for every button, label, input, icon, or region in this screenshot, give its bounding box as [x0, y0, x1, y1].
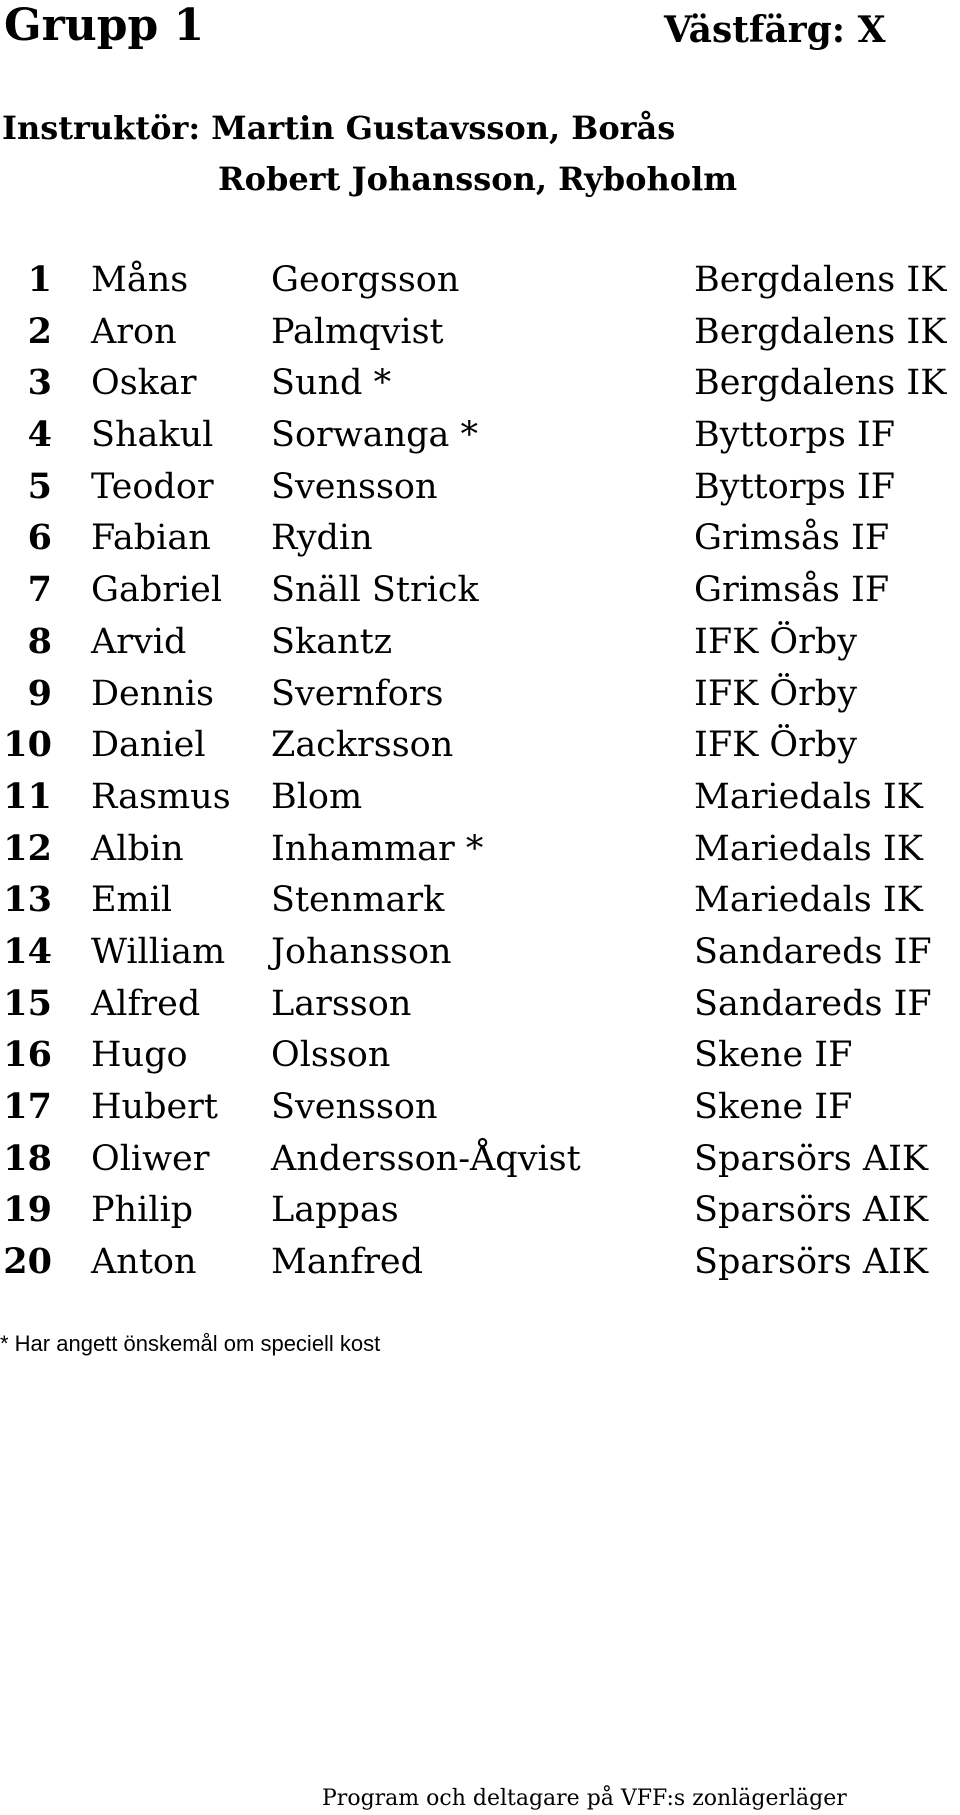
list-item: [0, 568, 960, 620]
participant-club: Byttorps IF: [694, 415, 896, 456]
participant-number: 4: [27, 414, 52, 456]
participant-number: 15: [3, 982, 52, 1024]
participant-club: Mariedals IK: [694, 828, 923, 869]
participant-last-name: Rydin: [271, 518, 373, 559]
participant-last-name: Larsson: [271, 983, 412, 1024]
participant-last-name: Snäll Strick: [271, 570, 479, 611]
participant-first-name: Teodor: [91, 466, 214, 507]
participant-last-name: Svernfors: [271, 673, 444, 714]
participant-number: 14: [3, 930, 52, 972]
participant-club: Skene IF: [694, 1035, 853, 1076]
participant-first-name: Oliwer: [91, 1138, 210, 1179]
participant-first-name: William: [91, 931, 226, 972]
instructor-line-2: Robert Johansson, Ryboholm: [218, 160, 738, 198]
participant-first-name: Albin: [91, 828, 184, 869]
participant-club: IFK Örby: [694, 621, 857, 662]
participant-club: Bergdalens IK: [694, 260, 947, 300]
participant-club: Sparsörs AIK: [694, 1138, 929, 1179]
participant-club: Sandareds IF: [694, 983, 932, 1024]
group-title: Grupp 1: [4, 0, 205, 51]
participant-number: 7: [27, 569, 52, 611]
list-item: [0, 1240, 960, 1292]
participant-number: 3: [27, 362, 52, 404]
participant-first-name: Aron: [91, 311, 177, 352]
participant-club: Sparsörs AIK: [694, 1242, 929, 1283]
participant-club: Sparsörs AIK: [694, 1190, 929, 1231]
participant-last-name: Palmqvist: [271, 311, 444, 352]
list-item: [0, 413, 960, 465]
participant-first-name: Shakul: [91, 415, 214, 456]
list-item: [0, 723, 960, 775]
participant-first-name: Hugo: [91, 1035, 188, 1076]
participant-number: 6: [27, 517, 52, 559]
participant-club: Bergdalens IK: [694, 311, 947, 352]
participant-number: 16: [3, 1034, 52, 1076]
list-item: [0, 775, 960, 827]
participant-number: 18: [3, 1137, 52, 1179]
participant-number: 11: [3, 775, 52, 817]
participant-first-name: Måns: [91, 260, 189, 300]
participant-last-name: Svensson: [271, 466, 438, 507]
list-item: [0, 878, 960, 930]
list-item: [0, 310, 960, 362]
participant-last-name: Georgsson: [271, 260, 460, 300]
participant-first-name: Daniel: [91, 725, 206, 766]
participant-last-name: Sorwanga *: [271, 415, 479, 456]
list-item: [0, 827, 960, 879]
participant-number: 2: [27, 310, 52, 352]
participant-number: 9: [27, 672, 52, 714]
list-item: [0, 516, 960, 568]
participant-first-name: Arvid: [91, 621, 187, 662]
participant-number: 8: [27, 620, 52, 662]
list-item: [0, 1188, 960, 1240]
participant-number: 5: [27, 465, 52, 507]
page-footer: Program och deltagare på VFF:s zonlägerläger: [322, 1786, 847, 1811]
participant-last-name: Svensson: [271, 1087, 438, 1127]
participant-last-name: Blom: [271, 776, 363, 817]
participant-number: 1: [27, 259, 52, 300]
list-item: [0, 930, 960, 982]
participant-number: 19: [3, 1189, 52, 1231]
diet-footnote: * Har angett önskemål om speciell kost: [0, 1331, 381, 1356]
participant-first-name: Gabriel: [91, 570, 223, 611]
participant-club: Bergdalens IK: [694, 363, 947, 404]
list-item: [0, 465, 960, 517]
list-item: [0, 258, 960, 310]
participant-club: Skene IF: [694, 1087, 853, 1127]
list-item: [0, 620, 960, 672]
participant-club: Mariedals IK: [694, 776, 923, 817]
participant-list: [0, 258, 960, 1292]
participant-first-name: Dennis: [91, 673, 215, 714]
list-item: [0, 1033, 960, 1085]
participant-last-name: Johansson: [271, 931, 452, 972]
participant-club: Grimsås IF: [694, 570, 890, 611]
list-item: [0, 982, 960, 1034]
participant-last-name: Andersson-Åqvist: [271, 1138, 581, 1179]
participant-number: 12: [3, 827, 52, 869]
participant-last-name: Olsson: [271, 1035, 391, 1076]
participant-club: IFK Örby: [694, 673, 857, 714]
list-item: [0, 1137, 960, 1189]
participant-last-name: Skantz: [271, 621, 393, 662]
participant-number: 10: [3, 724, 52, 766]
participant-number: 17: [3, 1086, 52, 1127]
participant-last-name: Zackrsson: [271, 725, 454, 766]
participant-last-name: Manfred: [271, 1242, 424, 1283]
participant-first-name: Fabian: [91, 518, 211, 559]
participant-number: 20: [3, 1241, 52, 1283]
vest-color: Västfärg: X: [664, 9, 886, 51]
participant-first-name: Anton: [91, 1242, 197, 1283]
participant-last-name: Sund *: [271, 363, 392, 404]
participant-club: Grimsås IF: [694, 518, 890, 559]
participant-number: 13: [3, 879, 52, 921]
participant-first-name: Alfred: [91, 983, 201, 1024]
participant-first-name: Philip: [91, 1190, 194, 1231]
list-item: [0, 1085, 960, 1137]
participant-first-name: Hubert: [91, 1087, 218, 1127]
participant-last-name: Lappas: [271, 1190, 399, 1231]
participant-first-name: Rasmus: [91, 776, 231, 817]
participant-first-name: Oskar: [91, 363, 197, 404]
list-item: [0, 361, 960, 413]
participant-first-name: Emil: [91, 880, 173, 921]
participant-club: IFK Örby: [694, 725, 857, 766]
instructor-line-1: Instruktör: Martin Gustavsson, Borås: [2, 109, 676, 147]
participant-last-name: Stenmark: [271, 880, 445, 921]
participant-club: Byttorps IF: [694, 466, 896, 507]
participant-club: Mariedals IK: [694, 880, 923, 921]
participant-club: Sandareds IF: [694, 931, 932, 972]
participant-last-name: Inhammar *: [271, 828, 484, 869]
list-item: [0, 672, 960, 724]
